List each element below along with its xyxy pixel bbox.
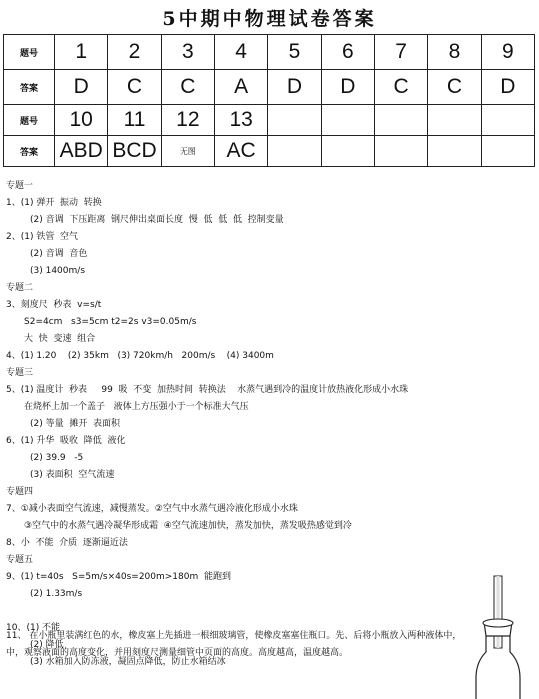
table-cell: 6 [321,35,374,70]
table-cell: 9 [481,35,534,70]
table-cell: BCD [108,136,161,167]
answer-line: 2、(1) 铁管 空气 [6,232,79,242]
table-cell: 11 [108,105,161,136]
table-cell: 12 [161,105,214,136]
page-title: 5中期中物理试卷答案 [162,8,377,30]
table-cell: 题号 [4,105,55,136]
table-cell: AC [214,136,267,167]
answer-line: 7、①减小表面空气流速，减慢蒸发。②空气中水蒸气遇冷液化形成小水珠 [6,504,298,514]
answer-line: 大 快 变速 组合 [24,334,96,344]
answer-line: (3) 表面积 空气流速 [30,470,115,480]
flask-apparatus-figure [470,574,530,699]
table-cell: C [374,70,427,105]
table-cell: 5 [268,35,321,70]
answer-line: 1、(1) 弹开 振动 转换 [6,198,102,208]
table-cell [374,136,427,167]
answer-line: (2) 音调 音色 [30,249,88,259]
table-cell: D [481,70,534,105]
section-heading: 专题三 [6,368,34,378]
table-cell: 10 [55,105,108,136]
spacer [6,603,468,620]
table-cell [374,105,427,136]
answer-line: (2) 39.9 -5 [30,453,84,463]
table-cell: 答案 [4,136,55,167]
table-cell: 无图 [161,136,214,167]
answer-line: 10、(1) 不能 [6,623,61,633]
answer-line: (3) 1400m/s [30,266,86,276]
table-cell: C [161,70,214,105]
answer-line: (2) 音调 下压距离 钢尺伸出桌面长度 慢 低 低 低 控制变量 [30,215,284,225]
table-cell: 4 [214,35,267,70]
table-row [4,35,535,70]
answer-line: 6、(1) 升华 吸收 降低 液化 [6,436,126,446]
answer-line: (2) 等量 摊开 表面积 [30,419,121,429]
table-cell: 7 [374,35,427,70]
table-row [4,136,535,167]
answer-paragraph: 11、 在小瓶里装满红色的水，橡皮塞上先插进一根细玻璃管，使橡皮塞塞住瓶口。先、后将小瓶放入两种液体中，中，观察液面的高度变化，并用刻度尺测量细管中页面的高度。高度越高，温度越高。 [6,631,462,658]
section-heading: 专题五 [6,555,34,565]
answer-line: 9、(1) t=40s S=5m/s×40s=200m>180m 能跑到 [6,572,231,582]
table-cell: 答案 [4,70,55,105]
table-cell [321,105,374,136]
table-cell [268,136,321,167]
table-cell: ABD [55,136,108,167]
table-cell [481,105,534,136]
section-heading: 专题一 [6,181,34,191]
answer-line: S2=4cm s3=5cm t2=2s v3=0.05m/s [24,317,197,327]
table-cell: 13 [214,105,267,136]
table-cell: 题号 [4,35,55,70]
answer-table [3,34,535,167]
table-cell: D [321,70,374,105]
answer-line: 8、小 不能 介质 逐渐逼近法 [6,538,128,548]
table-cell [428,136,481,167]
table-cell: 2 [108,35,161,70]
table-cell: C [108,70,161,105]
table-row [4,70,535,105]
table-cell: 3 [161,35,214,70]
section-heading: 专题四 [6,487,34,497]
answer-line: (3) 水箱加入防冻液，凝固点降低，防止水箱结冰 [30,657,226,667]
table-cell: D [55,70,108,105]
table-row [4,105,535,136]
answer-line: ③空气中的水蒸气遇冷凝华形成霜 ④空气流速加快，蒸发加快，蒸发吸热感觉到冷 [24,521,352,531]
table-cell: A [214,70,267,105]
table-cell: 8 [428,35,481,70]
table-cell: D [268,70,321,105]
answer-line: (2) 1.33m/s [30,589,83,599]
table-cell [481,136,534,167]
table-cell [321,136,374,167]
table-cell: C [428,70,481,105]
answer-line: 在烧杯上加一个盖子 液体上方压强小于一个标准大气压 [24,402,249,412]
answer-line: 4、(1) 1.20 (2) 35km (3) 720km/h 200m/s (4) 3400m [6,351,274,361]
table-cell: 1 [55,35,108,70]
table-cell [268,105,321,136]
answer-content [6,178,468,671]
answer-line: 3、刻度尺 秒表 v=s/t [6,300,102,310]
answer-line: (2) 降低 [30,640,64,650]
answer-line: 5、(1) 温度计 秒表 99 吸 不变 加热时间 转换法 水蒸气遇到冷的温度计放热液化形成小水珠 [6,385,409,395]
table-cell [428,105,481,136]
section-heading: 专题二 [6,283,34,293]
